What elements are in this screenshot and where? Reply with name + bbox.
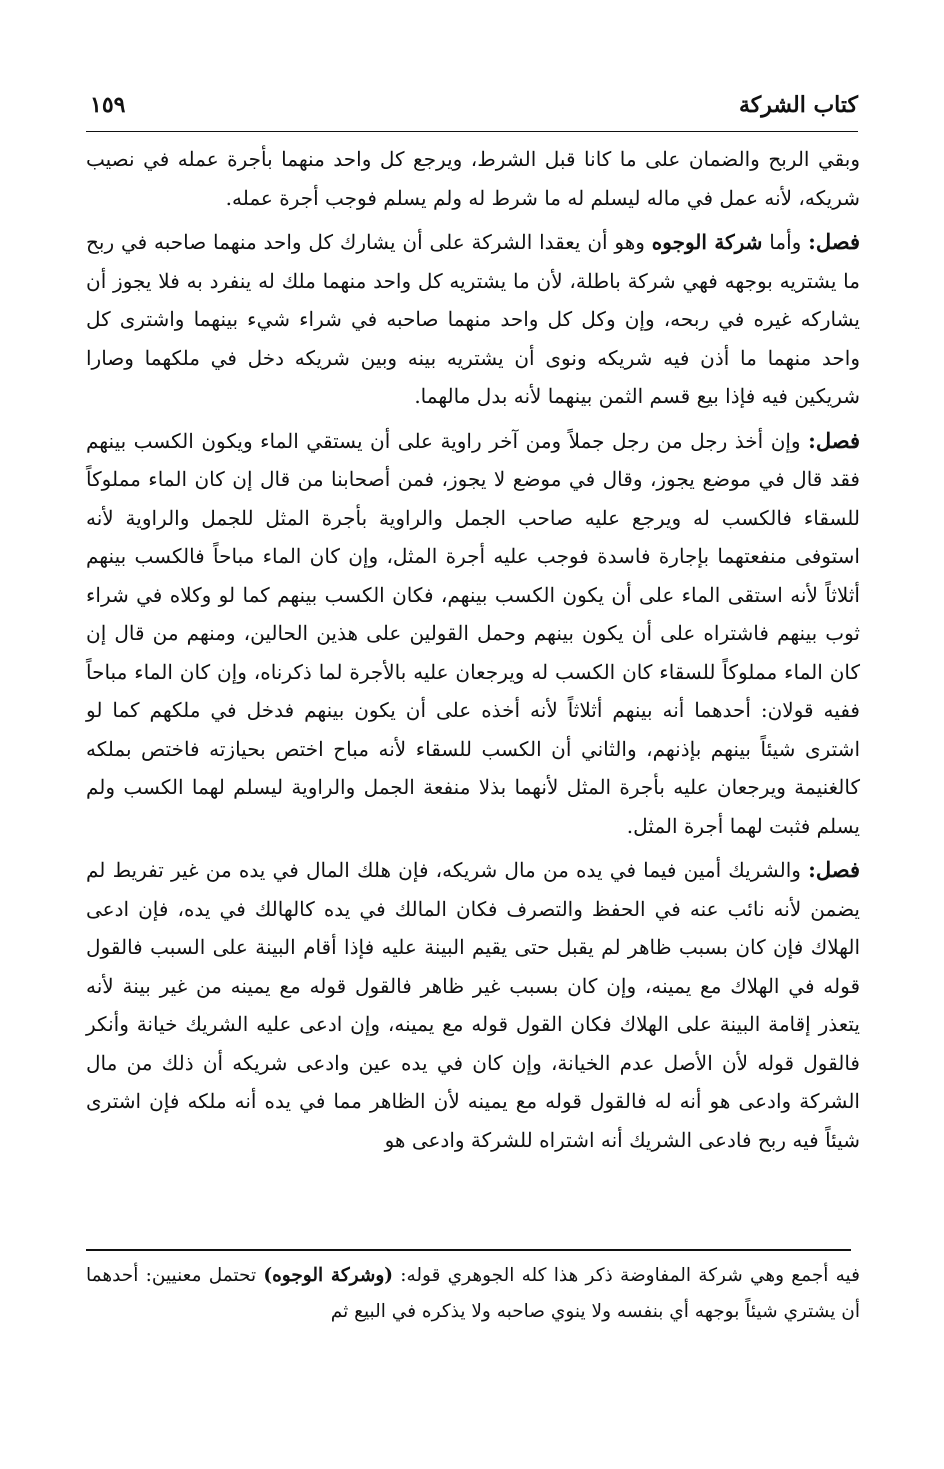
main-text [86,140,860,1159]
footnote-text: تحتمل معنيين: أحدهما أن يشتري شيئاً بوجهه أي بنفسه ولا ينوي صاحبه ولا يذكره في البيع ثم [86,1265,860,1322]
section-label: فصل: [808,229,861,254]
paragraph-trustee-partner [86,851,860,1159]
footnote-term: (وشركة الوجوه) [263,1265,394,1286]
footnote-lead: فيه أجمع وهي شركة المفاوضة ذكر هذا كله الجوهري قوله: [400,1265,860,1286]
paragraph-text: وهو أن يعقدا الشركة على أن يشارك كل واحد منهما صاحبه في ربح ما يشتريه بوجهه فهي شركة باطلة، لأن ما يشتريه كل واحد منهما ملك له ينفرد به فلا يجوز أن يشاركه غيره في ربحه، وإن وكل كل واحد منهما صاحبه في شراء شيء بينهما واشترى كل واحد منهما ما أذن فيه شريكه ونوى أن يشتريه بينه وبين شريكه دخل في ملكهما وصارا شريكين فيه فإذا بيع قسم الثمن بينهما لأنه بدل مالهما. [86,230,860,408]
paragraph-text: وإن أخذ رجل من رجل جملاً ومن آخر راوية على أن يستقي الماء ويكون الكسب بينهم فقد قال في موضع يجوز، وقال في موضع لا يجوز، فمن أصحابنا من قال إن كان الماء مملوكاً للسقاء فالكسب له ويرجع عليه صاحب الجمل والراوية بأجرة المثل للجمل والراوية لأنه استوفى منفعتهما بإجارة فاسدة فوجب عليه أجرة المثل، وإن كان الماء مباحاً فالكسب بينهم أثلاثاً لأنه استقى الماء على أن يكون الكسب بينهم، فكان الكسب بينهم كما لو وكلاه في شراء ثوب بينهم فاشتراه على أن يكون بينهم وحمل القولين على هذين الحالين، ومنهم من قال إن كان الماء مملوكاً للسقاء كان الكسب له ويرجعان عليه بالأجرة لما ذكرناه، وإن كان الماء مباحاً ففيه قولان: أحدهما أنه بينهم أثلاثاً لأنه أخذه على أن يكون بينهم فدخل في ملكهم كما لو اشترى شيئاً بينهم بإذنهم، والثاني أن الكسب للسقاء لأنه مباح اختص بحيازته فاختص بملكه كالغنيمة ويرجعان عليه بأجرة المثل لأنهما بذلا منفعة الجمل والراوية ليسلم لهما الكسب ولم يسلم فثبت لهما أجرة المثل. [86,428,861,838]
paragraph-sharikat-al-wujuh [86,223,860,416]
defined-term: شركة الوجوه [651,230,763,254]
paragraph-water-carrier [86,422,860,846]
running-head [86,92,858,126]
section-label: فصل: [808,427,860,453]
paragraph-text: وبقي الربح والضمان على ما كانا قبل الشرط، ويرجع كل واحد منهما بأجرة عمله في نصيب شريكه، لأنه عمل في ماله ليسلم له ما شرط له ولم يسلم فوجب أجرة عمله. [86,147,860,210]
book-title: كتاب الشركة [738,92,858,118]
paragraph-continuation [86,140,860,217]
paragraph-text: والشريك أمين فيما في يده من مال شريكه، فإن هلك المال في يده من غير تفريط لم يضمن لأنه نائب عنه في الحفظ والتصرف فكان المالك في يده كالهالك في يده، فإن ادعى الهلاك فإن كان بسبب ظاهر لم يقبل حتى يقيم البينة عليه فإذا أقام البينة على السبب فالقول قوله في الهلاك مع يمينه، وإن كان بسبب غير ظاهر فالقول قوله مع يمينه من غير بينة لأنه يتعذر إقامة البينة على الهلاك فكان القول قوله مع يمينه، وإن ادعى عليه الشريك خيانة وأنكر فالقول قوله لأن الأصل عدم الخيانة، وإن كان في يده عين وادعى شريكه أن ذلك من مال الشركة وادعى هو أنه له فالقول قوله مع يمينه لأن الظاهر مما في يده أنه ملكه فإن اشترى شيئاً فيه ربح فادعى الشريك أنه اشتراه للشركة وادعى هو [86,858,860,1152]
footnote-rule [86,1249,851,1251]
header-rule [86,131,858,132]
footnote [86,1258,860,1330]
paragraph-lead: وأما [769,230,802,254]
page-number: ١٥٩ [90,92,126,118]
section-label: فصل: [808,857,861,882]
